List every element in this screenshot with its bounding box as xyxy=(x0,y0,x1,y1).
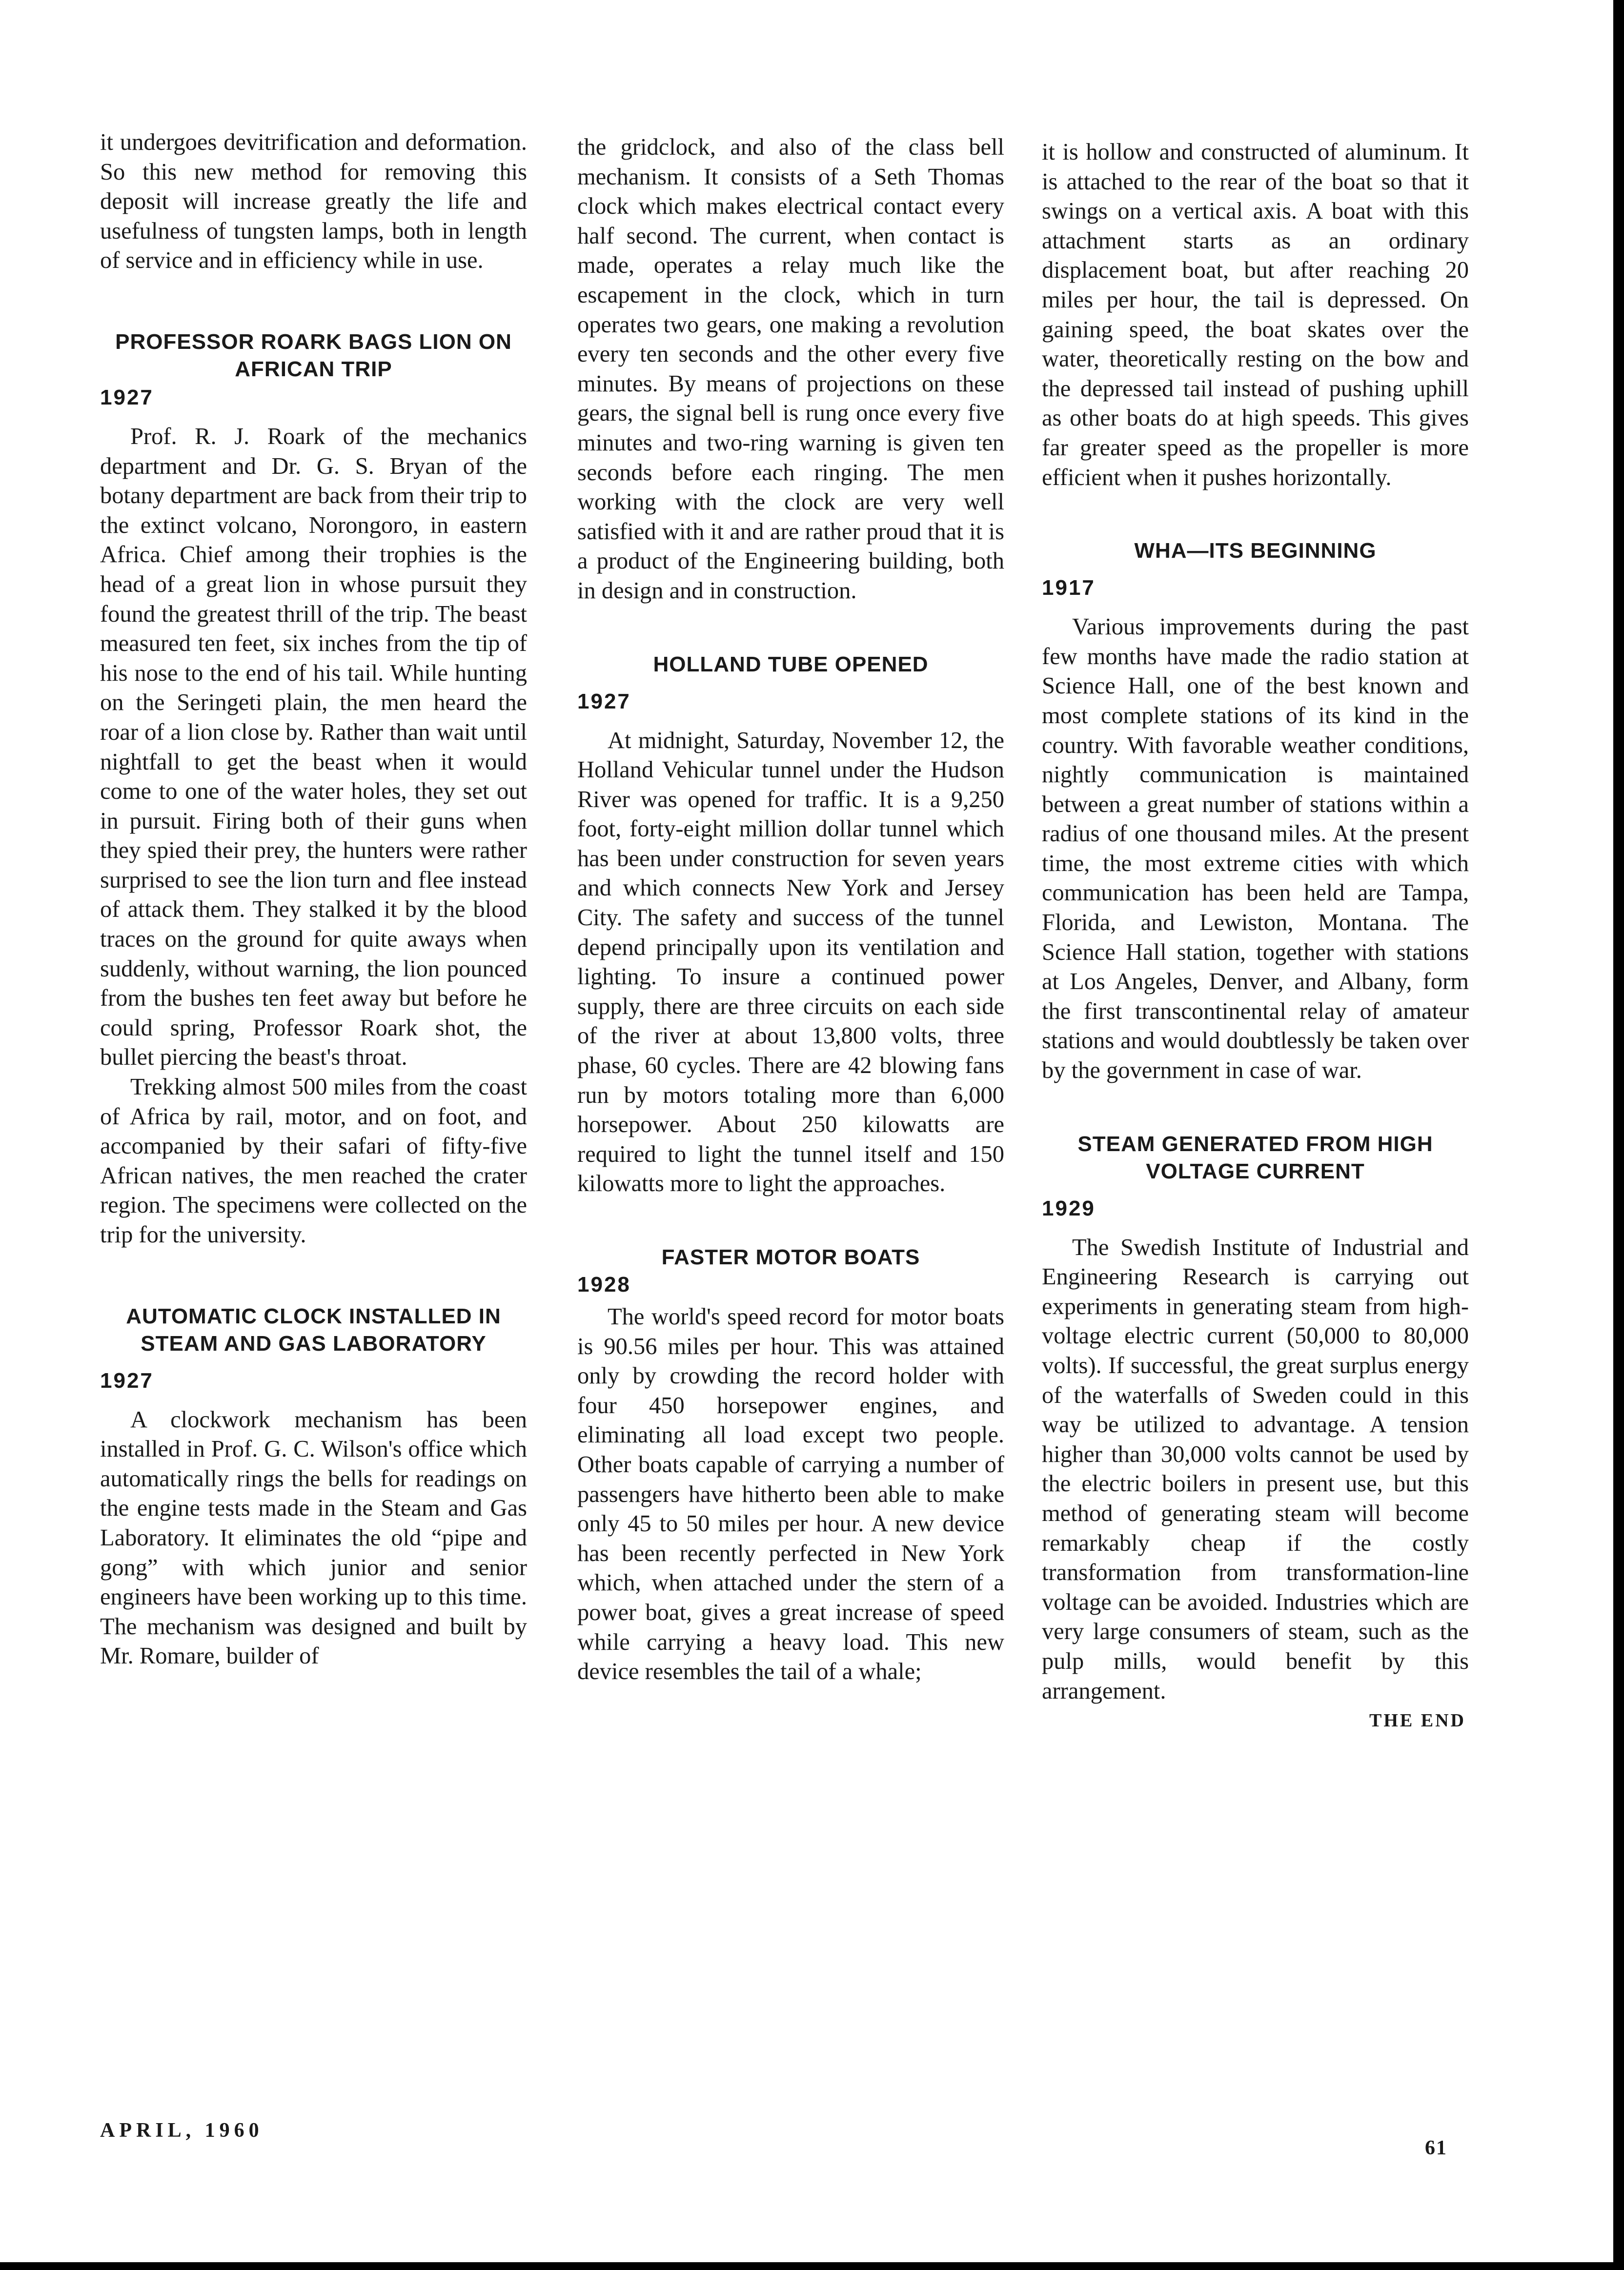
article-headline: WHA—ITS BEGINNING xyxy=(1134,539,1377,563)
scan-edge-right xyxy=(1613,0,1624,2270)
article-paragraph: Various improvements during the past few months have made the radio station at Science Hall, one of the best known and most complete stations of its kind in the country. With favorable weather conditions, nightly communication is maintained between a great number of stations within a radius of one thousand miles. At the present time, the most extreme cities with which communication has been held are Tampa, Florida, and Lewiston, Montana. The Science Hall station, together with stations at Los Angeles, Denver, and Albany, form the first transcontinental relay of amateur stations and would doubtlessly be taken over by the government in case of war. xyxy=(1042,614,1469,1084)
scan-edge-bottom xyxy=(0,2262,1624,2270)
article-year: 1927 xyxy=(577,689,631,713)
article-paragraph: A clockwork mechanism has been installed in Prof. G. C. Wilson's office which automatically rings the bells for readings on the engine tests made in the Steam and Gas Laboratory. It eliminates the old “pipe and gong” with which junior and senior engineers have been working up to this time. The mechanism was designed and built by Mr. Romare, builder of xyxy=(100,1406,527,1669)
column-left xyxy=(100,128,527,1671)
column-right xyxy=(1042,138,1469,1731)
article-paragraph: The world's speed record for motor boats is 90.56 miles per hour. This was attained only by crowding the record holder with four 450 horsepower engines, and eliminating all load except two people. Other boats capable of carrying a number of passengers have hitherto been able to make only 45 to 50 miles per hour. A new device has been recently perfected in New York which, when attached under the stern of a power boat, gives a great increase of speed while carrying a heavy load. This new device resembles the tail of a whale; xyxy=(577,1304,1004,1685)
article-paragraph: The Swedish Institute of Industrial and Engineering Research is carrying out experiments in generating steam from high-voltage electric current (50,000 to 80,000 volts). If successful, the great surplus energy of the waterfalls of Sweden could in this way be utilized to advantage. A tension higher than 30,000 volts cannot be used by the electric boilers in present use, but this method of generating steam will become remarkably cheap if the costly transformation from transformation-line voltage can be avoided. Industries which are very large consumers of steam, such as the pulp mills, would benefit by this arrangement. xyxy=(1042,1234,1469,1704)
continued-paragraph: the gridclock, and also of the class bell mechanism. It consists of a Seth Thomas clock which makes electrical contact every half second. The current, when contact is made, operates a relay much like the escapement in the clock, which in turn operates two gears, one making a revolution every ten seconds and the other every five minutes. By means of projections on these gears, the signal bell is rung once every five minutes and two-ring warning is given ten seconds before each ringing. The men working with the clock are very well satisfied with it and are rather proud that it is a product of the Engineering building, both in design and in construction. xyxy=(577,134,1004,604)
article-paragraph: At midnight, Saturday, November 12, the Holland Vehicular tunnel under the Hudson River was opened for traffic. It is a 9,250 foot, forty-eight million dollar tunnel which has been under construction for seven years and which connects New York and Jersey City. The safety and success of the tunnel depend principally upon its ventilation and lighting. To insure a continued power supply, there are three circuits on each side of the river at about 13,800 volts, three phase, 60 cycles. There are 42 blowing fans run by motors totaling more than 6,000 horsepower. About 250 kilowatts are required to light the tunnel itself and 150 kilowatts more to light the approaches. xyxy=(577,727,1004,1197)
article-headline: PROFESSOR ROARK BAGS LION ON AFRICAN TRIP xyxy=(115,329,512,381)
issue-date: APRIL, 1960 xyxy=(100,2119,264,2142)
article-year: 1927 xyxy=(100,1368,154,1393)
article-headline: HOLLAND TUBE OPENED xyxy=(653,652,929,676)
article-paragraph: Trekking almost 500 miles from the coast of Africa by rail, motor, and on foot, and accompanied by their safari of fifty-five African natives, the men reached the crater region. The specimens were collected on the trip for the university. xyxy=(100,1074,527,1248)
article-headline: AUTOMATIC CLOCK INSTALLED IN STEAM AND GAS LABORATORY xyxy=(126,1304,501,1356)
continued-paragraph: it undergoes devitrification and deformation. So this new method for removing this deposit will increase greatly the life and usefulness of tungsten lamps, both in length of service and in efficiency while in use. xyxy=(100,129,527,274)
column-middle xyxy=(577,133,1004,1687)
article-year: 1929 xyxy=(1042,1196,1096,1220)
end-mark: THE END xyxy=(1369,1710,1466,1731)
article-headline: FASTER MOTOR BOATS xyxy=(661,1245,920,1269)
article-headline: STEAM GENERATED FROM HIGH VOLTAGE CURRENT xyxy=(1077,1132,1433,1183)
article-year: 1927 xyxy=(100,385,154,409)
page-number: 61 xyxy=(1425,2137,1447,2159)
article-year: 1928 xyxy=(577,1273,631,1297)
article-paragraph: Prof. R. J. Roark of the mechanics department and Dr. G. S. Bryan of the botany department are back from their trip to the extinct volcano, Norongoro, in eastern Africa. Chief among their trophies is the head of a great lion in whose pursuit they found the greatest thrill of the trip. The beast measured ten feet, six inches from the tip of his nose to the end of his tail. While hunting on the Seringeti plain, the men heard the roar of a lion close by. Rather than wait until nightfall to get the beast when it would come to one of the water holes, they set out in pursuit. Firing both of their guns when they spied their prey, the hunters were rather surprised to see the lion turn and flee instead of attack them. They stalked it by the blood traces on the ground for quite aways when suddenly, without warning, the lion pounced from the bushes ten feet away but before he could spring, Professor Roark shot, the bullet piercing the beast's throat. xyxy=(100,423,527,1071)
continued-paragraph: it is hollow and constructed of aluminum. It is attached to the rear of the boat so that it swings on a vertical axis. A boat with this attachment starts as an ordinary displacement boat, but after reaching 20 miles per hour, the tail is depressed. On gaining speed, the boat skates over the water, theoretically resting on the bow and the depressed tail instead of pushing uphill as other boats do at high speeds. This gives far greater speed as the propeller is more efficient when it pushes horizontally. xyxy=(1042,139,1469,490)
article-year: 1917 xyxy=(1042,576,1096,600)
